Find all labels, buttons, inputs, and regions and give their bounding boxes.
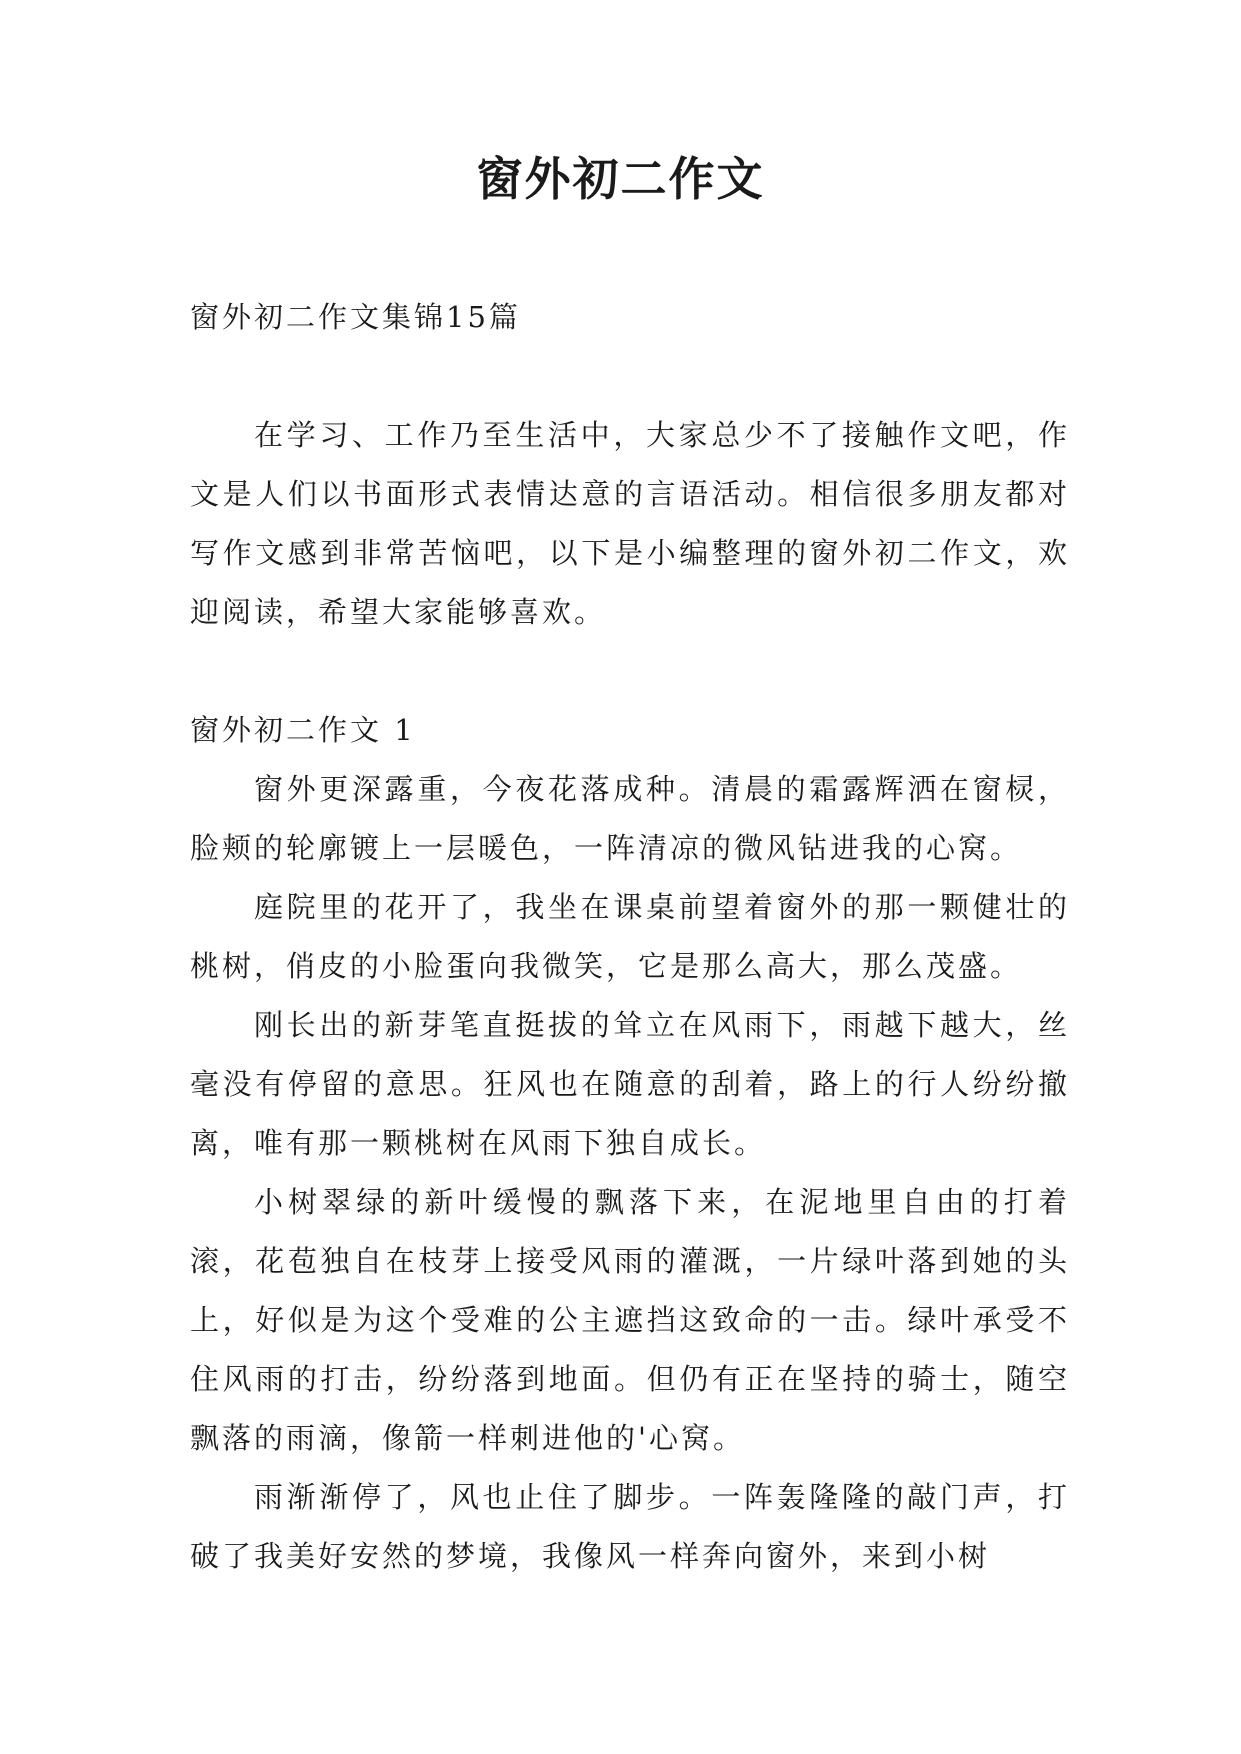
body-paragraph-3: 刚长出的新芽笔直挺拔的耸立在风雨下，雨越下越大，丝毫没有停留的意思。狂风也在随意的刮着，路上的行人纷纷撤离，唯有那一颗桃树在风雨下独自成长。 — [190, 1008, 1070, 1160]
intro-paragraph: 在学习、工作乃至生活中，大家总少不了接触作文吧，作文是人们以书面形式表情达意的言语活动。相信很多朋友都对写作文感到非常苦恼吧，以下是小编整理的窗外初二作文，欢迎阅读，希望大家能够喜欢。 — [190, 418, 1070, 629]
document-body — [190, 288, 1070, 1586]
body-paragraph-5: 雨渐渐停了，风也止住了脚步。一阵轰隆隆的敲门声，打破了我美好安然的梦境，我像风一样奔向窗外，来到小树 — [190, 1480, 1070, 1573]
body-paragraph-1: 窗外更深露重，今夜花落成种。清晨的霜露辉洒在窗棂，脸颊的轮廓镀上一层暖色，一阵清凉的微风钻进我的心窝。 — [190, 772, 1070, 865]
section-heading: 窗外初二作文 1 — [190, 713, 416, 747]
document-subtitle: 窗外初二作文集锦15篇 — [190, 300, 521, 334]
body-paragraph-4: 小树翠绿的新叶缓慢的飘落下来，在泥地里自由的打着滚，花苞独自在枝芽上接受风雨的灌溉，一片绿叶落到她的头上，好似是为这个受难的公主遮挡这致命的一击。绿叶承受不住风雨的打击，纷纷落到地面。但仍有正在坚持的骑士，随空飘落的雨滴，像箭一样刺进他的'心窝。 — [190, 1185, 1070, 1455]
document-title: 窗外初二作文 — [476, 152, 765, 206]
body-paragraph-2: 庭院里的花开了，我坐在课桌前望着窗外的那一颗健壮的桃树，俏皮的小脸蛋向我微笑，它是那么高大，那么茂盛。 — [190, 890, 1070, 983]
